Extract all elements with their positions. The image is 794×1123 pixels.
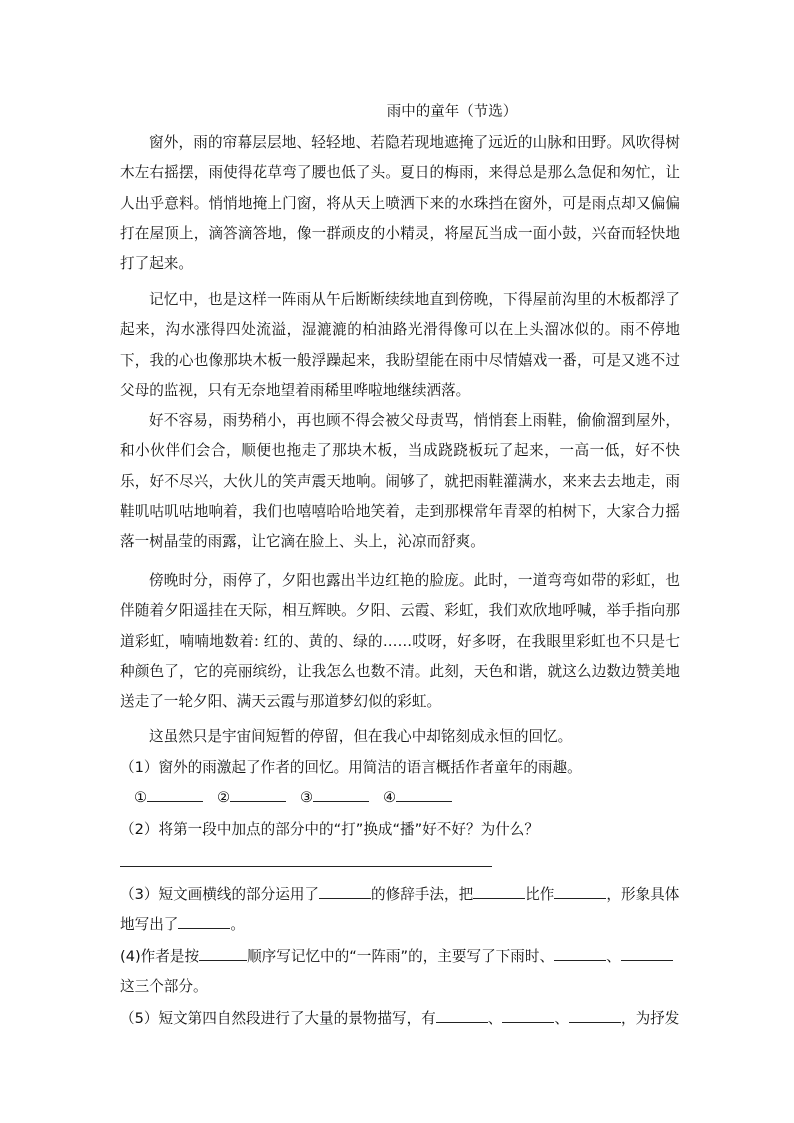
q5-blank-3[interactable] [569, 1008, 621, 1023]
answer-blank-1[interactable] [147, 787, 203, 802]
paragraph-4: 傍晚时分，雨停了，夕阳也露出半边红艳的脸庞。此时，一道弯弯如带的彩虹，也伴随着夕阳遥挂在天际，相互辉映。夕阳、云霞、彩虹，我们欢欣地呼喊，举手指向那道彩虹，喃喃地数着: 红的、黄的、绿的……哎呀，好多呀，在我眼里彩虹也不只是七种颜色了，它的亮丽缤纷，让我怎么也数不清。此刻，天色和谐，就这么边数边赞美地送走了一轮夕阳、满天云霞与那道梦幻似的彩虹。 [120, 572, 680, 711]
q3-blank-effect[interactable] [178, 914, 230, 929]
question-3-text-b: 的修辞手法，把 [371, 886, 474, 903]
passage-title: 雨中的童年（节选） [386, 104, 518, 120]
paragraph-5: 这虽然只是宇宙间短暂的停留，但在我心中却铭刻成永恒的回忆。 [149, 728, 573, 745]
option-3-marker: ③ [300, 789, 314, 806]
question-3-text-c: 比作 [525, 886, 555, 903]
answer-blank-3[interactable] [313, 787, 369, 802]
question-4-text-d: 这三个部分。 [120, 978, 208, 996]
question-5-text-a: （5）短文第四自然段进行了大量的景物描写，有 [120, 1010, 436, 1027]
q4-blank-part-3[interactable] [621, 946, 673, 961]
paragraph-3: 好不容易，雨势稍小，再也顾不得会被父母责骂，悄悄套上雨鞋，偷偷溜到屋外，和小伙伴们会合，顺便也拖走了那块木板，当成跷跷板玩了起来，一高一低，好不快乐，好不尽兴，大伙儿的笑声震天地响。闹够了，就把雨鞋灌满水，来来去去地走，雨鞋叽咕叽咕地响着，我们也嘻嘻哈哈地笑着，走到那棵常年青翠的柏树下，大家合力摇落一树晶莹的雨露，让它滴在脸上、头上，沁凉而舒爽。 [120, 412, 680, 551]
q4-blank-part-2[interactable] [554, 946, 606, 961]
question-2: （2）将第一段中加点的部分中的“打”换成“播”好不好？为什么？ [120, 821, 539, 838]
paragraph-2: 记忆中，也是这样一阵雨从午后断断续续地直到傍晚，下得屋前沟里的木板都浮了起来，沟水涨得四处流溢，湿漉漉的柏油路光滑得像可以在上头溜冰似的。雨不停地下，我的心也像那块木板一般浮躁起来，我盼望能在雨中尽情嬉戏一番，可是又逃不过父母的监视，只有无奈地望着雨稀里哗啦地继续洒落。 [120, 291, 680, 399]
question-4-text-c: 、 [606, 948, 621, 965]
q4-blank-order[interactable] [199, 946, 247, 961]
q5-blank-1[interactable] [436, 1008, 488, 1023]
question-1: （1）窗外的雨激起了作者的回忆。用简洁的语言概括作者童年的雨趣。 [120, 759, 582, 776]
q5-blank-2[interactable] [502, 1008, 554, 1023]
question-5-text-c: 、 [554, 1010, 569, 1027]
question-2-answer-line[interactable] [120, 866, 492, 867]
question-4-text-a: (4)作者是按 [120, 948, 200, 965]
question-5 [120, 1004, 685, 1034]
question-3-text-d: ，形象具体地写出了 [120, 886, 680, 934]
question-3-text-a: （3）短文画横线的部分运用了 [120, 886, 320, 903]
q3-blank-rhetoric[interactable] [319, 884, 371, 899]
question-1-answer-row [134, 786, 452, 810]
answer-blank-2[interactable] [230, 787, 286, 802]
option-4-marker: ④ [383, 789, 397, 806]
paragraph-1: 窗外，雨的帘幕层层地、轻轻地、若隐若现地遮掩了远近的山脉和田野。风吹得树木左右摇摆，雨使得花草弯了腰也低了头。夏日的梅雨，来得总是那么急促和匆忙，让人出乎意料。悄悄地掩上门窗，将从天上喷洒下来的水珠挡在窗外，可是雨点却又偏偏打在屋顶上，滴答滴答地，像一群顽皮的小精灵，将屋瓦当成一面小鼓，兴奋而轻快地打了起来。 [120, 134, 680, 273]
question-5-text-d: ，为抒发 [620, 1010, 680, 1027]
question-5-text-b: 、 [487, 1010, 503, 1027]
q3-blank-object[interactable] [554, 884, 606, 899]
question-3-text-e: 。 [230, 916, 245, 934]
question-4 [120, 942, 685, 1003]
question-4-text-b: 顺序写记忆中的“一阵雨”的，主要写了下雨时、 [247, 948, 555, 965]
answer-blank-4[interactable] [396, 787, 452, 802]
q3-blank-subject[interactable] [473, 884, 525, 899]
option-1-marker: ① [134, 789, 148, 806]
option-2-marker: ② [217, 789, 231, 806]
question-3 [120, 880, 685, 941]
